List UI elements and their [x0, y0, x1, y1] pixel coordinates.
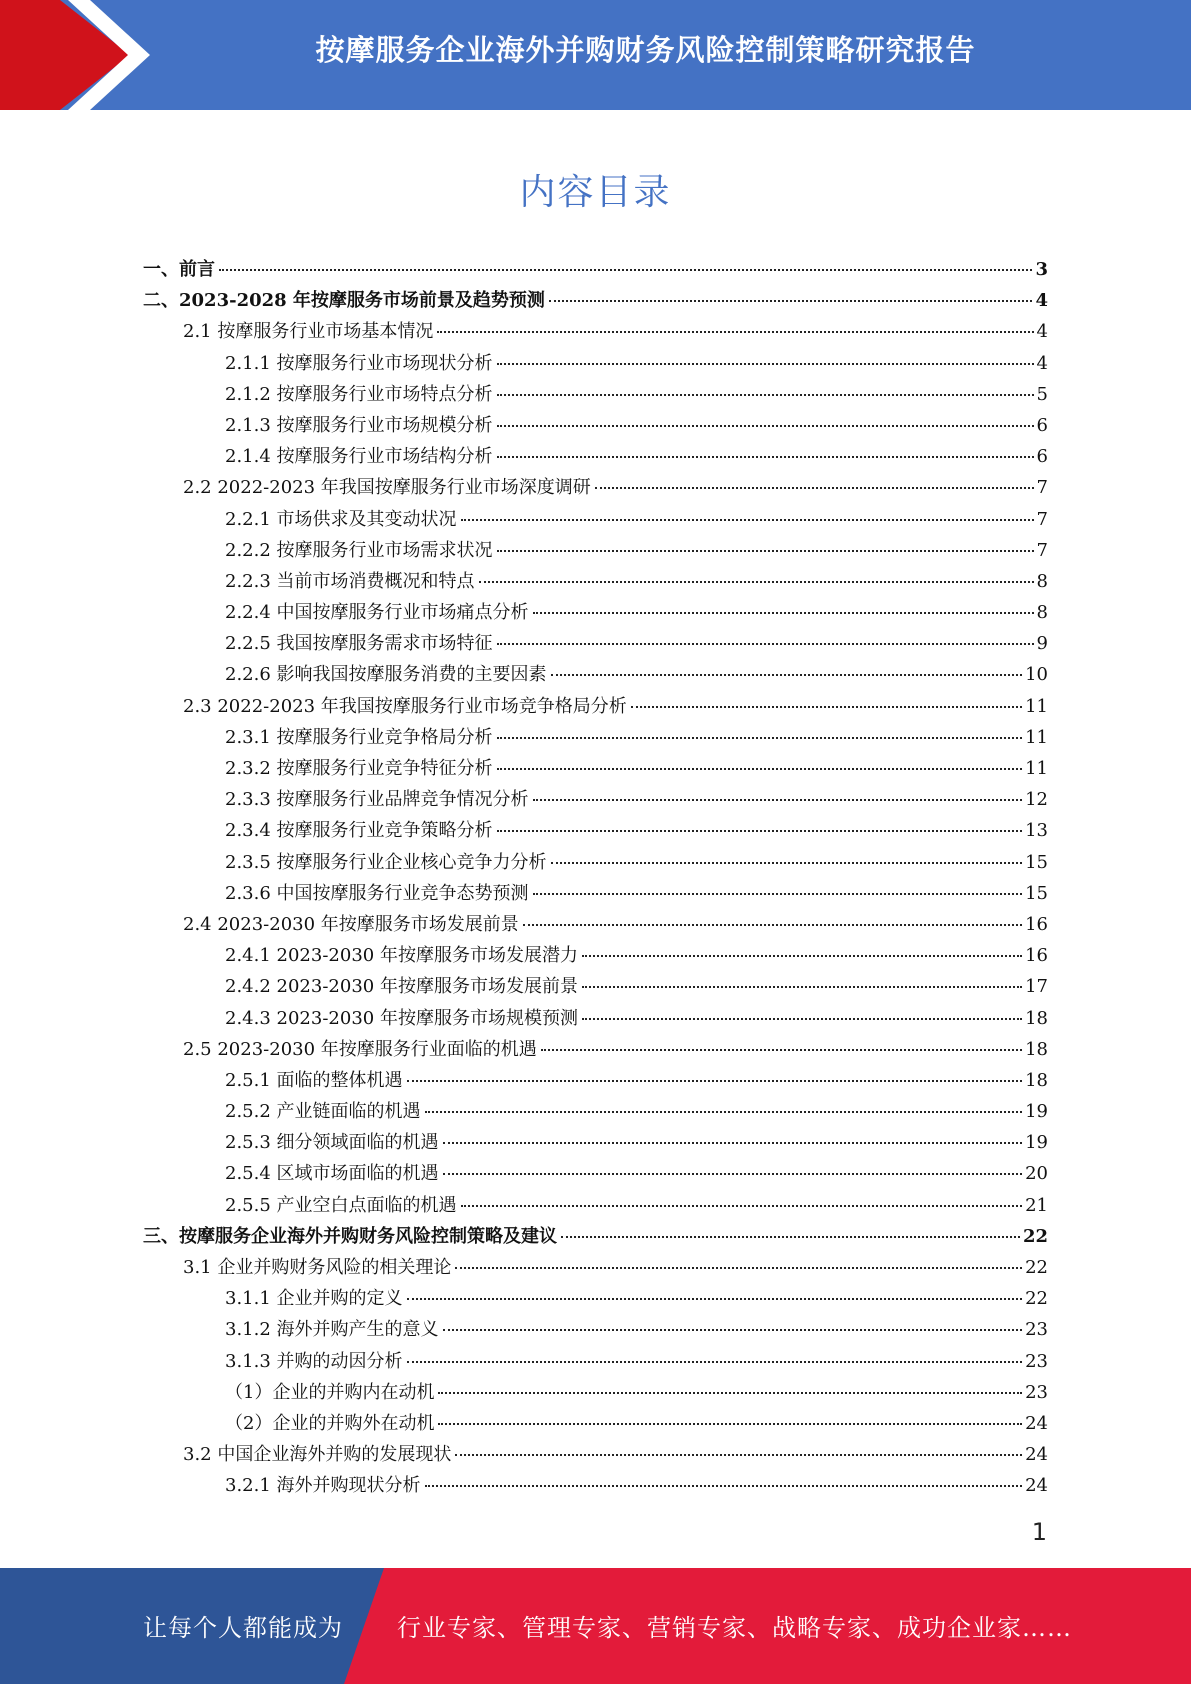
dot-leader	[461, 519, 1034, 521]
toc-entry[interactable]	[143, 815, 1048, 846]
toc-entry-page: 11	[1025, 726, 1048, 748]
toc-entry-page: 19	[1025, 1101, 1048, 1123]
toc-entry[interactable]	[143, 254, 1048, 285]
dot-leader	[461, 1205, 1023, 1207]
dot-leader	[595, 487, 1034, 489]
toc-entry-title: 2.5.4 区域市场面临的机遇	[225, 1163, 439, 1185]
dot-leader	[455, 1454, 1022, 1456]
dot-leader	[425, 1111, 1023, 1113]
toc-entry-page: 6	[1036, 414, 1048, 436]
toc-entry-title: 2.1.3 按摩服务行业市场规模分析	[225, 414, 493, 436]
toc-entry-title: 3.1 企业并购财务风险的相关理论	[183, 1257, 452, 1278]
toc-entry[interactable]	[143, 597, 1048, 628]
dot-leader	[551, 674, 1023, 676]
dot-leader	[425, 1485, 1023, 1487]
report-title: 按摩服务企业海外并购财务风险控制策略研究报告	[315, 33, 976, 67]
toc-entry-page: 24	[1025, 1412, 1048, 1434]
toc-entry-page: 4	[1036, 352, 1048, 374]
toc-entry-page: 5	[1036, 383, 1048, 405]
toc-entry[interactable]	[143, 659, 1048, 690]
toc-entry[interactable]	[143, 1439, 1048, 1470]
toc-entry[interactable]	[143, 441, 1048, 472]
toc-entry-title: 2.5.1 面临的整体机遇	[225, 1069, 403, 1091]
dot-leader	[443, 1142, 1023, 1144]
toc-entry[interactable]	[143, 472, 1048, 503]
toc-entry-page: 22	[1025, 1288, 1048, 1310]
toc-entry-title: 2.4 2023-2030 年按摩服务市场发展前景	[183, 913, 519, 935]
toc-entry-title: 2.5 2023-2030 年按摩服务行业面临的机遇	[183, 1038, 537, 1060]
toc-entry-title: 3.2 中国企业海外并购的发展现状	[183, 1444, 452, 1466]
toc-entry-title: 2.3.4 按摩服务行业竞争策略分析	[225, 820, 493, 842]
toc-entry-page: 16	[1025, 913, 1048, 935]
toc-entry-page: 4	[1035, 290, 1048, 312]
dot-leader	[533, 893, 1023, 895]
toc-entry[interactable]	[143, 379, 1048, 410]
toc-entry[interactable]	[143, 410, 1048, 441]
dot-leader	[582, 955, 1022, 957]
toc-entry[interactable]	[143, 504, 1048, 535]
toc-entry-page: 3	[1035, 259, 1048, 280]
dot-leader	[497, 425, 1034, 427]
toc-entry-page: 8	[1036, 570, 1048, 592]
dot-leader	[533, 612, 1034, 614]
toc-entry-title: 2.4.2 2023-2030 年按摩服务市场发展前景	[225, 976, 578, 998]
toc-entry-title: 2.5.5 产业空白点面临的机遇	[225, 1194, 457, 1216]
toc-entry-title: 2.4.3 2023-2030 年按摩服务市场规模预测	[225, 1007, 578, 1029]
toc-entry-page: 24	[1025, 1444, 1048, 1466]
toc-entry-page: 6	[1036, 446, 1048, 468]
footer-banner	[0, 1568, 1191, 1684]
toc-entry[interactable]	[143, 1221, 1048, 1252]
toc-entry-page: 4	[1036, 321, 1048, 343]
toc-entry[interactable]	[143, 566, 1048, 597]
toc-entry-page: 23	[1025, 1319, 1048, 1341]
toc-entry-page: 16	[1025, 945, 1048, 967]
dot-leader	[561, 1236, 1020, 1238]
dot-leader	[443, 1329, 1023, 1331]
dot-leader	[497, 830, 1023, 832]
toc-entry-title: 2.4.1 2023-2030 年按摩服务市场发展潜力	[225, 945, 578, 967]
dot-leader	[549, 300, 1033, 302]
toc-entry-page: 11	[1025, 758, 1048, 779]
toc-entry-title: 2.5.2 产业链面临的机遇	[225, 1101, 421, 1123]
dot-leader	[438, 1423, 1022, 1425]
toc-entry-title: 2.1.2 按摩服务行业市场特点分析	[225, 383, 493, 405]
dot-leader	[523, 924, 1022, 926]
toc-heading: 内容目录	[519, 172, 672, 213]
toc-entry-title: 3.1.1 企业并购的定义	[225, 1288, 403, 1310]
toc-entry[interactable]	[143, 722, 1048, 753]
toc-entry[interactable]	[143, 1470, 1048, 1501]
toc-entry-title: 2.3.6 中国按摩服务行业竞争态势预测	[225, 882, 529, 904]
toc-entry-page: 24	[1025, 1475, 1048, 1497]
toc-entry-title: 2.3 2022-2023 年我国按摩服务行业市场竞争格局分析	[183, 695, 627, 717]
toc-entry-page: 21	[1025, 1194, 1048, 1216]
toc-entry-page: 7	[1036, 539, 1048, 561]
toc-entry[interactable]	[143, 784, 1048, 815]
dot-leader	[438, 1392, 1022, 1394]
toc-entry-title: 3.2.1 海外并购现状分析	[225, 1475, 421, 1497]
toc-entry-page: 23	[1025, 1381, 1048, 1403]
dot-leader	[582, 986, 1022, 988]
dot-leader	[551, 862, 1023, 864]
toc-entry-title: 三、按摩服务企业海外并购财务风险控制策略及建议	[143, 1225, 557, 1247]
dot-leader	[407, 1298, 1023, 1300]
dot-leader	[582, 1018, 1022, 1020]
toc-entry[interactable]	[143, 1096, 1048, 1127]
toc-entry-page: 18	[1025, 1007, 1048, 1029]
toc-entry[interactable]	[143, 940, 1048, 971]
dot-leader	[407, 1080, 1023, 1082]
page-number: 1	[1031, 1518, 1047, 1546]
toc-entry[interactable]	[143, 285, 1048, 316]
dot-leader	[497, 768, 1023, 770]
toc-entry-title: 3.1.3 并购的动因分析	[225, 1350, 403, 1372]
toc-entry-page: 8	[1036, 602, 1048, 624]
toc-entry[interactable]	[143, 1252, 1048, 1283]
toc-entry[interactable]	[143, 1065, 1048, 1096]
toc-entry-page: 12	[1025, 789, 1048, 811]
toc-entry-title: 2.1.4 按摩服务行业市场结构分析	[225, 446, 493, 468]
toc-entry-title: 2.2.1 市场供求及其变动状况	[225, 508, 457, 530]
toc-entry[interactable]	[143, 1158, 1048, 1189]
toc-entry[interactable]	[143, 628, 1048, 659]
toc-entry-title: 2.1 按摩服务行业市场基本情况	[183, 321, 434, 343]
dot-leader	[455, 1267, 1022, 1269]
toc-entry-title: 3.1.2 海外并购产生的意义	[225, 1319, 439, 1341]
dot-leader	[497, 643, 1034, 645]
toc-entry[interactable]	[143, 1003, 1048, 1034]
toc-entry[interactable]	[143, 1283, 1048, 1314]
toc-entry[interactable]	[143, 1346, 1048, 1377]
toc-entry[interactable]	[143, 535, 1048, 566]
red-arrow-decoration	[0, 0, 160, 110]
toc-entry-page: 13	[1025, 820, 1048, 842]
dot-leader	[497, 363, 1034, 365]
toc-entry[interactable]	[143, 316, 1048, 347]
toc-entry[interactable]	[143, 1377, 1048, 1408]
toc-entry-page: 9	[1036, 633, 1048, 655]
dot-leader	[497, 456, 1034, 458]
toc-entry-title: 2.3.2 按摩服务行业竞争特征分析	[225, 758, 493, 779]
dot-leader	[479, 581, 1034, 583]
toc-entry-page: 10	[1025, 664, 1048, 686]
toc-entry-page: 7	[1036, 508, 1048, 530]
toc-entry-page: 7	[1036, 477, 1048, 499]
dot-leader	[407, 1361, 1023, 1363]
toc-entry-page: 20	[1025, 1163, 1048, 1185]
dot-leader	[497, 550, 1034, 552]
toc-entry-title: 2.3.3 按摩服务行业品牌竞争情况分析	[225, 789, 529, 811]
dot-leader	[497, 737, 1023, 739]
toc-entry-page: 11	[1025, 695, 1048, 717]
toc-entry-page: 15	[1025, 882, 1048, 904]
toc-entry-title: 2.2.2 按摩服务行业市场需求状况	[225, 539, 493, 561]
toc-entry[interactable]	[143, 1314, 1048, 1345]
toc-entry-title: 2.3.1 按摩服务行业竞争格局分析	[225, 726, 493, 748]
toc-entry[interactable]	[143, 348, 1048, 379]
dot-leader	[437, 331, 1033, 333]
table-of-contents	[143, 254, 1048, 1502]
toc-entry-page: 17	[1025, 976, 1048, 998]
toc-entry-title: 2.2.4 中国按摩服务行业市场痛点分析	[225, 602, 529, 624]
toc-entry[interactable]	[143, 1127, 1048, 1158]
toc-entry-page: 15	[1025, 851, 1048, 873]
toc-entry[interactable]	[143, 1034, 1048, 1065]
toc-entry-title: 二、2023-2028 年按摩服务市场前景及趋势预测	[143, 290, 545, 312]
dot-leader	[541, 1049, 1022, 1051]
dot-leader	[443, 1173, 1023, 1175]
toc-entry-title: 2.5.3 细分领域面临的机遇	[225, 1132, 439, 1154]
toc-entry-title: 2.2 2022-2023 年我国按摩服务行业市场深度调研	[183, 477, 591, 499]
toc-entry-page: 22	[1022, 1225, 1048, 1247]
toc-entry[interactable]	[143, 878, 1048, 909]
toc-entry-title: 2.2.6 影响我国按摩服务消费的主要因素	[225, 664, 547, 686]
dot-leader	[631, 706, 1022, 708]
toc-entry[interactable]	[143, 1190, 1048, 1221]
toc-entry[interactable]	[143, 971, 1048, 1002]
toc-entry-page: 23	[1025, 1350, 1048, 1372]
toc-entry[interactable]	[143, 909, 1048, 940]
toc-entry-title: 2.2.3 当前市场消费概况和特点	[225, 570, 475, 592]
footer-slogan-left: 让每个人都能成为	[143, 1614, 343, 1642]
footer-slogan-right: 行业专家、管理专家、营销专家、战略专家、成功企业家……	[397, 1614, 1072, 1642]
toc-entry-page: 18	[1025, 1069, 1048, 1091]
dot-leader	[497, 394, 1034, 396]
toc-entry-page: 19	[1025, 1132, 1048, 1154]
toc-entry[interactable]	[143, 691, 1048, 722]
header-banner	[0, 0, 1191, 110]
toc-entry[interactable]	[143, 753, 1048, 784]
toc-entry-title: （2）企业的并购外在动机	[225, 1412, 435, 1434]
toc-entry-title: 一、前言	[143, 259, 215, 280]
toc-entry-title: 2.1.1 按摩服务行业市场现状分析	[225, 352, 493, 374]
toc-entry-title: 2.3.5 按摩服务行业企业核心竞争力分析	[225, 851, 547, 873]
toc-entry-title: 2.2.5 我国按摩服务需求市场特征	[225, 633, 493, 655]
toc-entry[interactable]	[143, 847, 1048, 878]
dot-leader	[533, 799, 1023, 801]
dot-leader	[219, 269, 1032, 271]
toc-entry[interactable]	[143, 1408, 1048, 1439]
toc-entry-title: （1）企业的并购内在动机	[225, 1381, 435, 1403]
toc-entry-page: 18	[1025, 1038, 1048, 1060]
toc-entry-page: 22	[1025, 1257, 1048, 1278]
